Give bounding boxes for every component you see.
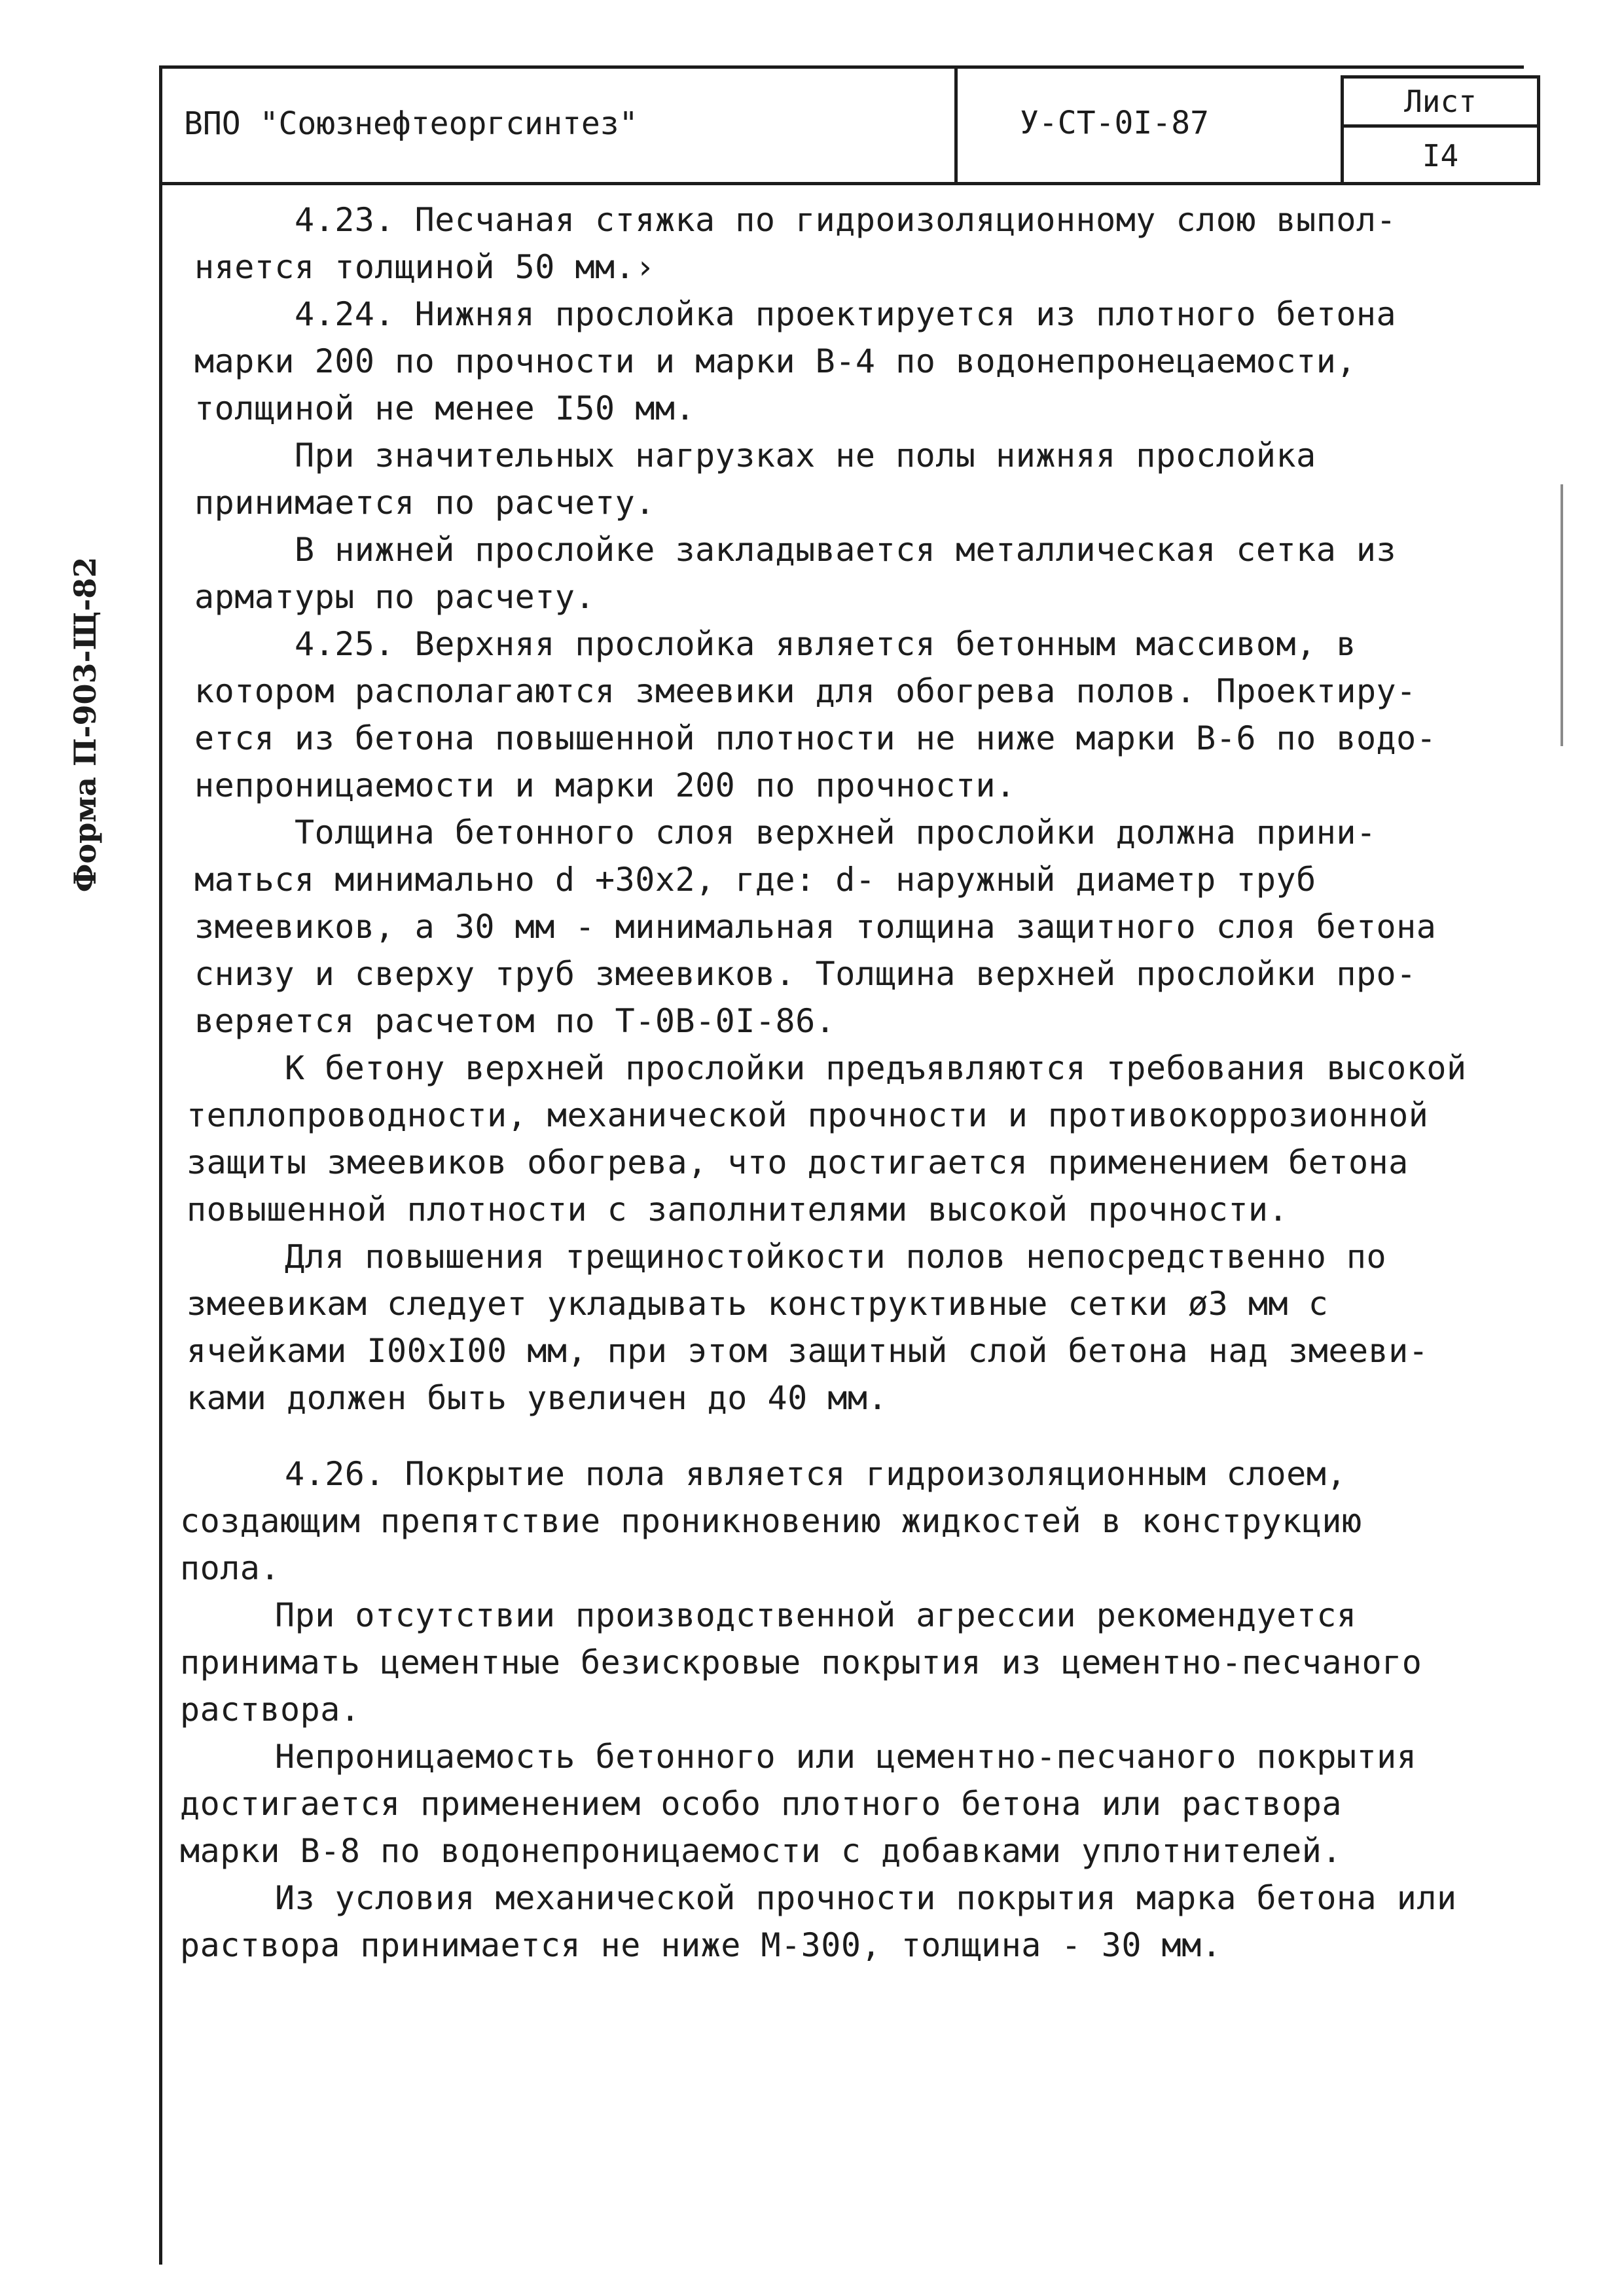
- text-line: принимается по расчету.: [194, 484, 655, 522]
- text-line: теплопроводности, механической прочности и противокоррозионной: [187, 1096, 1429, 1134]
- title-block: [159, 65, 1540, 185]
- text-line: арматуры по расчету.: [194, 578, 596, 616]
- text-line: марки В-8 по водонепроницаемости с добавками уплотнителей.: [180, 1832, 1342, 1870]
- text-line: Из условия механической прочности покрытия марка бетона или: [275, 1879, 1457, 1917]
- text-line: непроницаемости и марки 200 по прочности.: [194, 766, 1016, 804]
- text-line: ется из бетона повышенной плотности не ниже марки В-6 по водо-: [194, 719, 1437, 757]
- text-line: В нижней прослойке закладывается металлическая сетка из: [295, 531, 1397, 569]
- text-line: достигается применением особо плотного бетона или раствора: [180, 1785, 1342, 1823]
- text-line: Толщина бетонного слоя верхней прослойки должна прини-: [295, 814, 1377, 852]
- margin-mark: [1561, 484, 1563, 746]
- text-line: раствора.: [180, 1691, 361, 1729]
- text-line: котором располагаются змеевики для обогрева полов. Проектиру-: [194, 672, 1416, 710]
- text-line: змеевиков, а 30 мм - минимальная толщина защитного слоя бетона: [194, 908, 1437, 946]
- text-line: защиты змеевиков обогрева, что достигается применением бетона: [187, 1143, 1409, 1181]
- text-line: При отсутствии производственной агрессии рекомендуется: [275, 1596, 1357, 1634]
- text-line: 4.24. Нижняя прослойка проектируется из плотного бетона: [295, 295, 1397, 333]
- text-line: 4.26. Покрытие пола является гидроизоляционным слоем,: [285, 1455, 1346, 1493]
- text-line: ячейками I00хI00 мм, при этом защитный слой бетона над змееви-: [187, 1332, 1429, 1370]
- text-line: Для повышения трещиностойкости полов непосредственно по: [285, 1238, 1387, 1276]
- text-line: ками должен быть увеличен до 40 мм.: [187, 1379, 888, 1417]
- text-line: пола.: [180, 1549, 281, 1587]
- text-line: создающим препятствие проникновению жидкостей в конструкцию: [180, 1502, 1362, 1540]
- document-code: У-СТ-0I-87: [954, 65, 1501, 182]
- organization-name: ВПО "Союзнефтеоргсинтез": [184, 105, 638, 142]
- text-line: толщиной не менее I50 мм.: [194, 389, 696, 427]
- form-stamp: Форма П-903-Щ-82: [67, 556, 103, 893]
- text-line: змеевикам следует укладывать конструктивные сетки ø3 мм с: [187, 1285, 1329, 1323]
- text-line: марки 200 по прочности и марки В-4 по водонепронецаемости,: [194, 342, 1356, 380]
- sheet-number: I4: [1422, 137, 1459, 173]
- sheet-label: Лист: [1344, 79, 1537, 128]
- text-line: принимать цементные безискровые покрытия из цементно-песчаного: [180, 1643, 1422, 1681]
- text-line: раствора принимается не ниже М-300, толщина - 30 мм.: [180, 1926, 1222, 1964]
- text-line: К бетону верхней прослойки предъявляются требования высокой: [285, 1049, 1467, 1087]
- text-line: повышенной плотности с заполнителями высокой прочности.: [187, 1191, 1289, 1229]
- text-line: няется толщиной 50 мм.›: [194, 248, 655, 286]
- text-line: 4.23. Песчаная стяжка по гидроизоляционному слою выпол-: [295, 201, 1397, 239]
- text-line: При значительных нагрузках не полы нижняя прослойка: [295, 437, 1316, 475]
- sheet-box: [1341, 75, 1540, 182]
- text-line: 4.25. Верхняя прослойка является бетонным массивом, в: [295, 625, 1356, 663]
- text-line: маться минимально d +30х2, где: d- наружный диаметр труб: [194, 861, 1316, 899]
- text-line: снизу и сверху труб змеевиков. Толщина верхней прослойки про-: [194, 955, 1416, 993]
- text-line: веряется расчетом по Т-0В-0I-86.: [194, 1002, 836, 1040]
- document-body: [177, 196, 1525, 1969]
- text-line: Непроницаемость бетонного или цементно-песчаного покрытия: [275, 1738, 1417, 1776]
